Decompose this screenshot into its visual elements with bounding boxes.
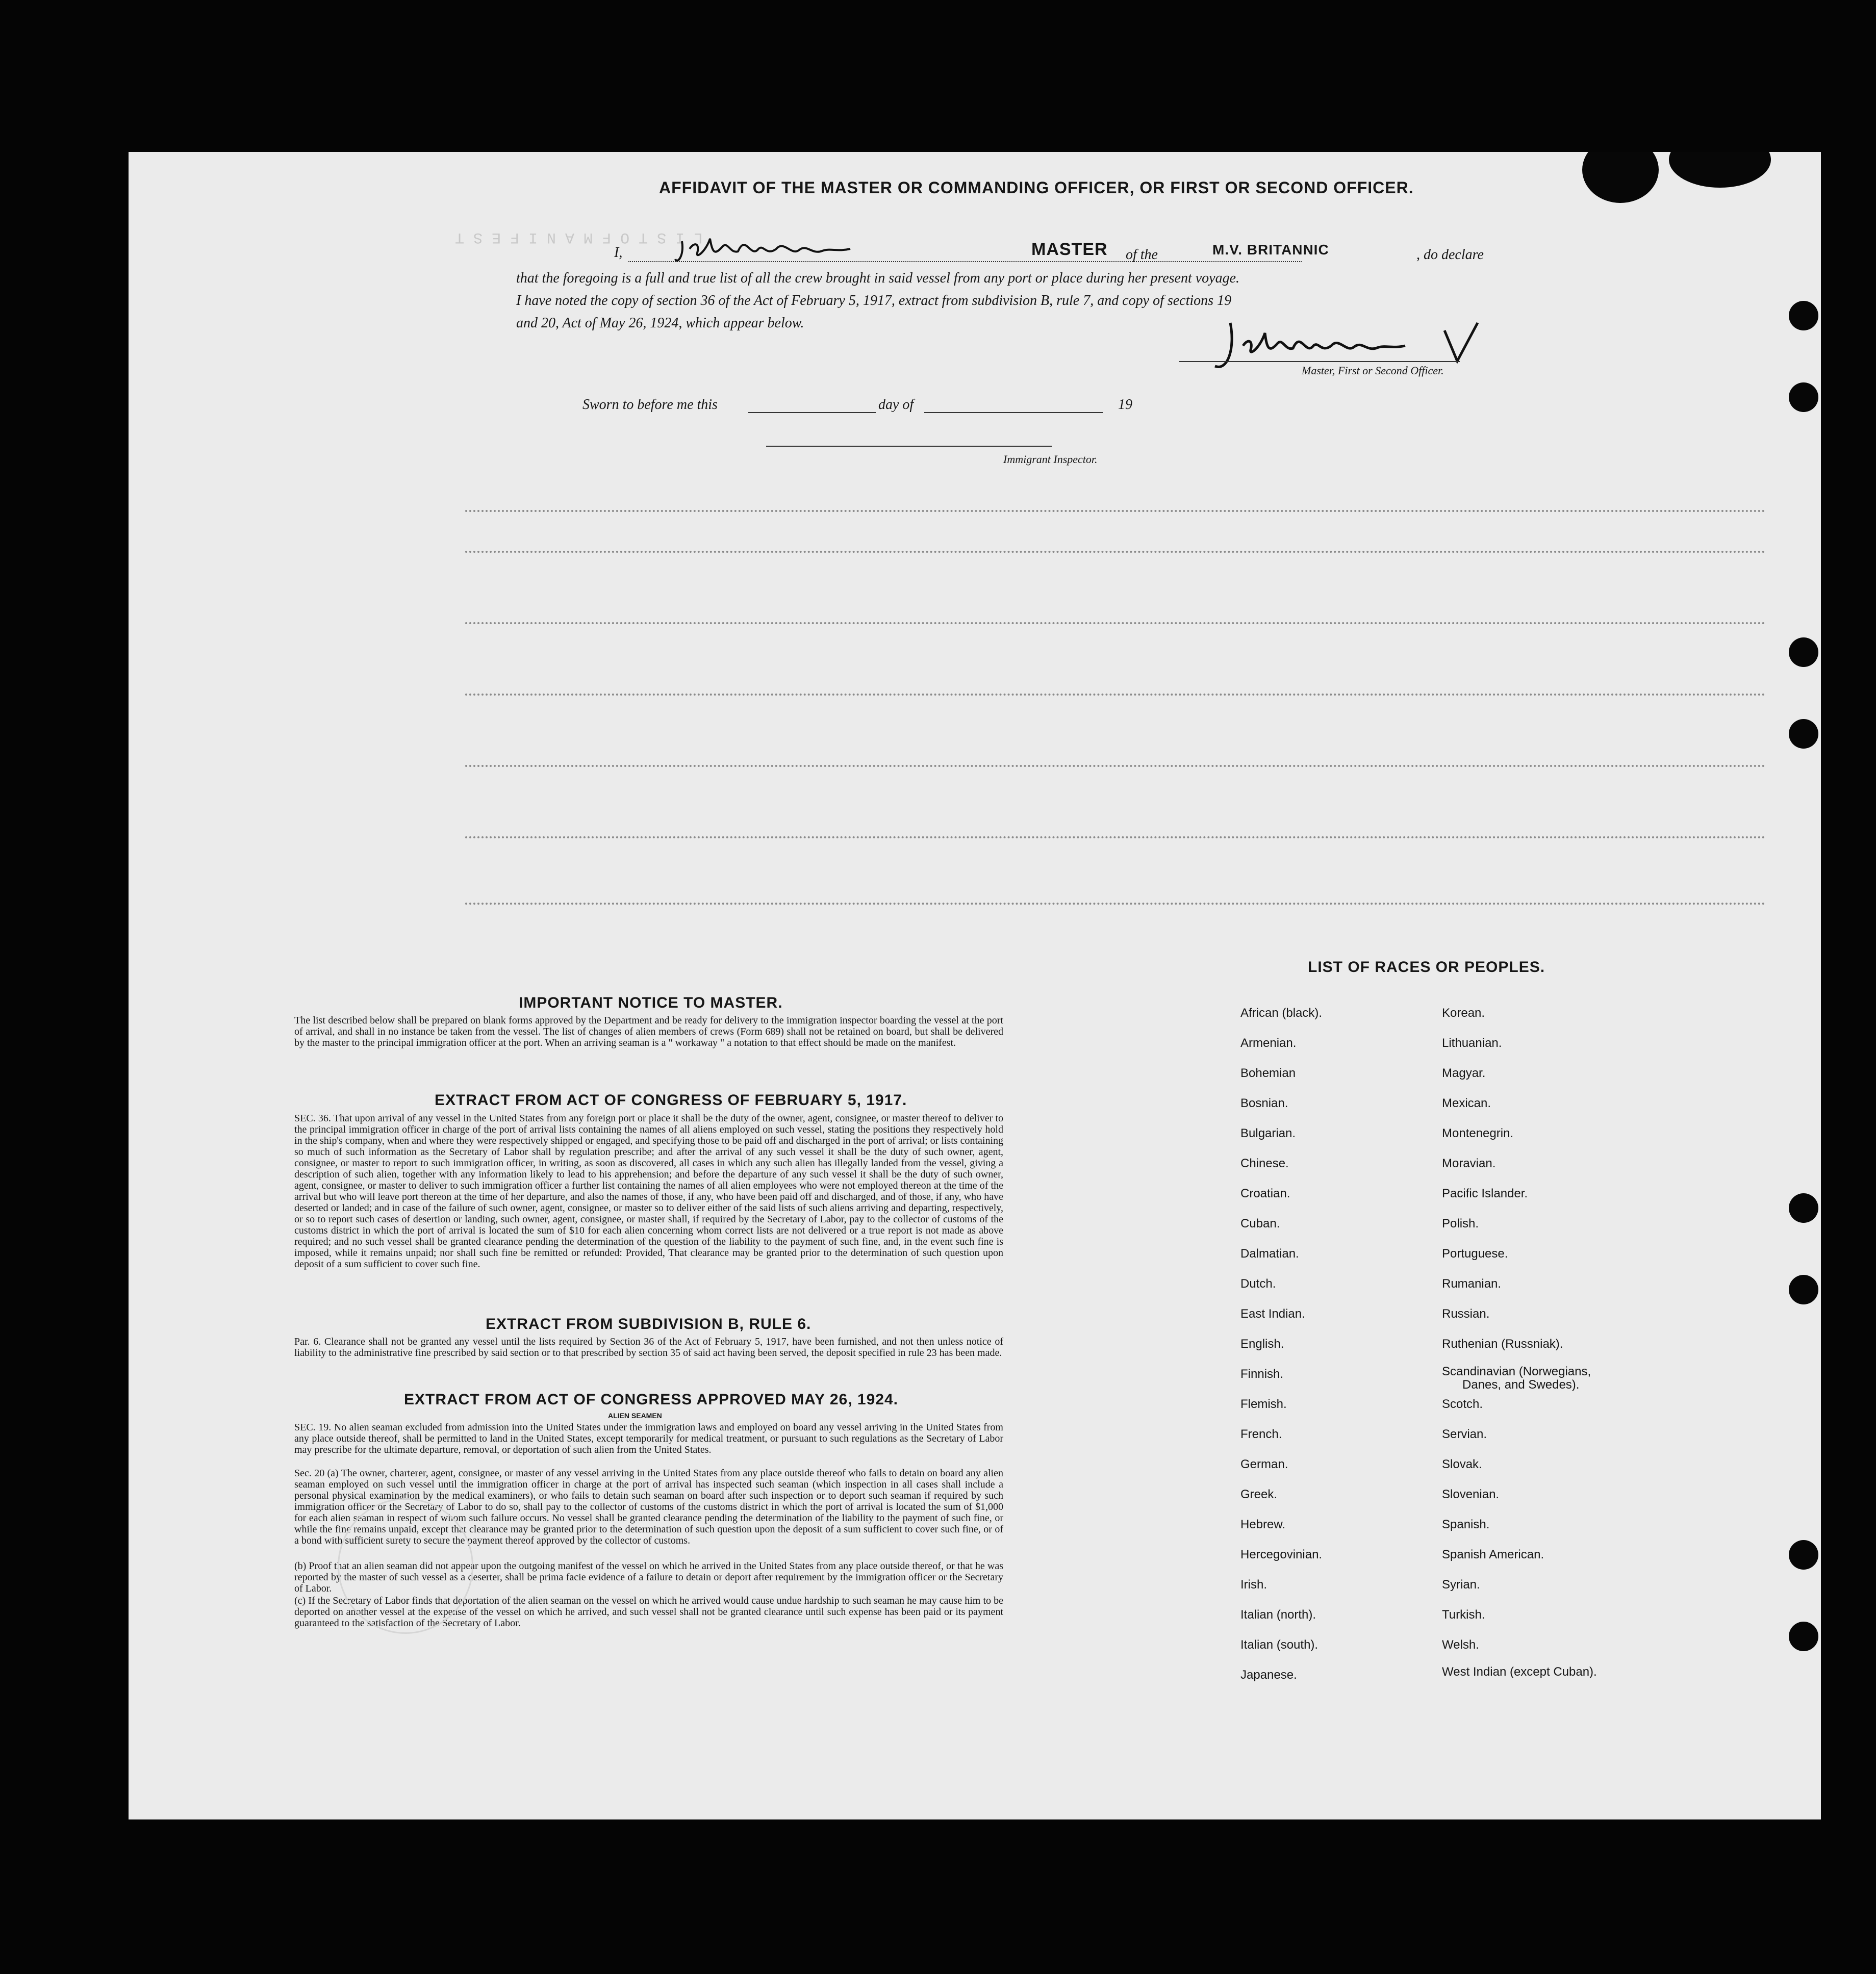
punch-hole [1789, 719, 1818, 749]
race-item: Portuguese. [1442, 1247, 1508, 1261]
race-item: Spanish American. [1442, 1548, 1544, 1561]
race-item: Ruthenian (Russniak). [1442, 1337, 1563, 1351]
affidavit-title: AFFIDAVIT OF THE MASTER OR COMMANDING OFFICER, OR FIRST OR SECOND OFFICER. [659, 178, 1414, 197]
race-item: Hebrew. [1240, 1518, 1286, 1531]
race-item: Bohemian [1240, 1066, 1296, 1080]
race-item: Russian. [1442, 1307, 1490, 1321]
race-item: French. [1240, 1427, 1282, 1441]
race-item: Scotch. [1442, 1397, 1483, 1411]
race-item: Magyar. [1442, 1066, 1486, 1080]
inspector-signature-line [766, 446, 1052, 447]
sworn-month-line [924, 412, 1103, 413]
race-item: Italian (north). [1240, 1608, 1316, 1622]
race-item: Cuban. [1240, 1217, 1280, 1230]
race-item: Moravian. [1442, 1157, 1496, 1170]
race-item: Flemish. [1240, 1397, 1287, 1411]
torn-corner [1669, 152, 1771, 188]
race-item: Lithuanian. [1442, 1036, 1502, 1050]
race-item: Slovenian. [1442, 1488, 1500, 1501]
subdivision-text: Par. 6. Clearance shall not be granted any vessel until the lists required by Section 36 of the Act of February 5, 1917, have been furnished, and not then unless notice of liability to the administrative fine prescribed by said section or to that prescribed by section 35 of said act having been served, the deposit specified in rule 23 has been made. [294, 1336, 1003, 1358]
rank-stamp: MASTER [1031, 240, 1108, 259]
extract-1917-text: SEC. 36. That upon arrival of any vessel in the United States from any foreign port or place it shall be the duty of the owner, agent, consignee, or master thereof to deliver to the principal immigration officer in charge of the port of arrival lists containing the names of all aliens employed on such vessel, stating the positions they respectively hold in the ship's company, when and where they were respectively shipped or engaged, and specifying those to be paid off and discharged in the port of arrival; or lists containing so much of such information as the Secretary of Labor shall by regulation prescribe; and after the arrival of any such vessel it shall be the duty of such owner, agent, consignee, or master to report to such immigration officer, in writing, as soon as discovered, all cases in which any such alien has illegally landed from the vessel, giving a description of such alien, together with any information likely to lead to his apprehension; and before the departure of any such vessel it shall be the duty of such owner, agent, consignee, or master to deliver to such immigration officer a further list containing the names of all alien employees who were not employed thereon at the time of the arrival but who will leave port thereon at the time of her departure, and also the names of those, if any, who have been paid off and discharged, and of those, if any, who have deserted or landed; and in case of the failure of such owner, agent, consignee, or master so to deliver either of the said lists of such aliens arriving and departing, respectively, or so to report such cases of desertion or landing, such owner, agent, consignee, or master shall, if required by the Secretary of Labor, pay to the collector of customs of the customs district in which the port of arrival is located the sum of $10 for each alien concerning whom correct lists are not delivered or a true report is not made as above required; and no such vessel shall be granted clearance pending the determination of the question of the liability to the payment of such fine, and, in the event such fine is imposed, while it remains unpaid; nor shall such fine be remitted or refunded: Provided, That clearance may be granted prior to the determination of such question upon deposit of a sum sufficient to cover such fine. [294, 1113, 1003, 1270]
race-item: Rumanian. [1442, 1277, 1502, 1291]
race-item: African (black). [1240, 1006, 1323, 1020]
affidavit-i-label: I, [614, 245, 623, 261]
notice-text: The list described below shall be prepared on blank forms approved by the Department and be ready for delivery to the immigration inspector boarding the vessel at the port of arrival, and shall in no instance be taken from the vessel. The list of changes of alien members of crews (Form 689) shall not be retained on board, but shall be delivered by the master to the principal immigration officer at the port. When an arriving seaman is a " workaway " a notation to that effect should be made on the manifest. [294, 1015, 1003, 1048]
extract-1924-sec19: SEC. 19. No alien seaman excluded from admission into the United States under the immigration laws and employed on board any vessel arriving in the United States from any place outside thereof, shall be permitted to land in the United States, except temporarily for medical treatment, or pursuant to such regulations as the Secretary of Labor may prescribe for the ultimate departure, removal, or deportation of such alien from the United States. [294, 1422, 1003, 1455]
race-item: Finnish. [1240, 1367, 1284, 1381]
race-item: East Indian. [1240, 1307, 1305, 1321]
bleed-through [465, 836, 1766, 838]
day-of-label: day of [878, 397, 914, 413]
race-item: Scandinavian (Norwegians, [1442, 1365, 1591, 1378]
master-signature-line [1179, 361, 1460, 362]
race-item: Slovak. [1442, 1457, 1482, 1471]
race-item: Greek. [1240, 1488, 1278, 1501]
form-page [129, 152, 1821, 1819]
race-item: Turkish. [1442, 1608, 1485, 1622]
extract-1924-sec20c: (c) If the Secretary of Labor finds that deportation of the alien seaman on the vessel on which he arrived would cause undue hardship to such seaman he may cause him to be deported on another vessel at the expense of the vessel on which he arrived, and such vessel shall not be granted clearance until such expense has been paid or its payment guaranteed to the satisfaction of the Secretary of Labor. [294, 1595, 1003, 1629]
bleed-through [465, 622, 1766, 624]
race-item: Danes, and Swedes). [1462, 1378, 1580, 1392]
punch-hole [1789, 301, 1818, 330]
bleed-through [465, 551, 1766, 553]
of-the-label: of the [1126, 247, 1158, 263]
race-item: Irish. [1240, 1578, 1267, 1592]
inspector-caption: Immigrant Inspector. [1003, 453, 1098, 466]
bleed-through [465, 765, 1766, 767]
punch-hole [1789, 382, 1818, 412]
bleed-through [465, 510, 1766, 512]
race-item: Bulgarian. [1240, 1126, 1296, 1140]
race-item: Servian. [1442, 1427, 1487, 1441]
race-item: Bosnian. [1240, 1096, 1288, 1110]
race-item: Syrian. [1442, 1578, 1480, 1592]
year-prefix: 19 [1118, 397, 1132, 413]
race-item: Armenian. [1240, 1036, 1297, 1050]
race-item: Dutch. [1240, 1277, 1276, 1291]
affidavit-line: that the foregoing is a full and true list of all the crew brought in said vessel from any port or place during her present voyage. [516, 270, 1240, 286]
affidavit-line: I have noted the copy of section 36 of the Act of February 5, 1917, extract from subdivision B, rule 7, and copy of sections 19 [516, 293, 1232, 309]
extract-1924-title: EXTRACT FROM ACT OF CONGRESS APPROVED MAY 26, 1924. [404, 1391, 898, 1408]
races-title: LIST OF RACES OR PEOPLES. [1308, 959, 1545, 976]
race-item: West Indian (except Cuban). [1442, 1665, 1597, 1679]
race-item: Hercegovinian. [1240, 1548, 1323, 1561]
punch-hole [1789, 1540, 1818, 1570]
race-item: Pacific Islander. [1442, 1187, 1528, 1200]
race-item: Chinese. [1240, 1157, 1289, 1170]
race-item: Welsh. [1442, 1638, 1479, 1652]
torn-corner [1582, 152, 1659, 203]
bleed-through [465, 903, 1766, 905]
race-item: Korean. [1442, 1006, 1485, 1020]
declarant-signature [674, 228, 858, 269]
vessel-name: M.V. BRITANNIC [1212, 242, 1329, 258]
extract-1924-sec20a: Sec. 20 (a) The owner, charterer, agent, consignee, or master of any vessel arriving in the United States from any place outside thereof who fails to detain on board any alien seaman employed on such vessel until the immigration officer in charge at the port of arrival has inspected such seaman (which inspection in all cases shall include a personal physical examination by the medical examiners), or who fails to detain such seaman on board after such inspection or to deport such seaman if required by such immigration officer or the Secretary of Labor to do so, shall pay to the collector of customs of the customs district in which the port of arrival is located the sum of $1,000 for each alien seaman in respect of whom such failure occurs. No vessel shall be granted clearance pending the determination of the liability to the payment of such fine, or while the fine remains unpaid, except that clearance may be granted prior to the determination of such question upon the deposit of a sum sufficient to cover such fine, or of a bond with sufficient surety to secure the payment thereof approved by the collector of customs. [294, 1468, 1003, 1546]
race-item: Italian (south). [1240, 1638, 1319, 1652]
race-item: Croatian. [1240, 1187, 1290, 1200]
extract-1924-sec20b: (b) Proof that an alien seaman did not appear upon the outgoing manifest of the vessel on which he arrived in the United States from any place outside thereof, or that he was reported by the master of such vessel as a deserter, shall be prima facie evidence of a failure to detain or deport after requirement by the immigration officer or the Secretary of Labor. [294, 1560, 1003, 1594]
do-declare-label: , do declare [1416, 247, 1484, 263]
subdivision-title: EXTRACT FROM SUBDIVISION B, RULE 6. [486, 1316, 812, 1332]
sworn-day-line [748, 412, 876, 413]
sworn-label: Sworn to before me this [582, 397, 718, 413]
race-item: Japanese. [1240, 1668, 1297, 1682]
race-item: Spanish. [1442, 1518, 1490, 1531]
punch-hole [1789, 1193, 1818, 1223]
race-item: English. [1240, 1337, 1284, 1351]
punch-hole [1789, 1275, 1818, 1304]
extract-1917-title: EXTRACT FROM ACT OF CONGRESS OF FEBRUARY 5, 1917. [435, 1092, 907, 1109]
punch-hole [1789, 1622, 1818, 1651]
race-item: German. [1240, 1457, 1288, 1471]
punch-hole [1789, 637, 1818, 667]
master-signature-caption: Master, First or Second Officer. [1302, 364, 1444, 377]
bleed-through: L I S T O F M A N I F E S T [455, 228, 703, 246]
race-item: Mexican. [1442, 1096, 1491, 1110]
affidavit-line: and 20, Act of May 26, 1924, which appear below. [516, 315, 804, 331]
race-item: Montenegrin. [1442, 1126, 1514, 1140]
bleed-through [465, 694, 1766, 696]
extract-1924-subtitle: ALIEN SEAMEN [608, 1412, 662, 1420]
faint-stamp [338, 1498, 473, 1634]
race-item: Dalmatian. [1240, 1247, 1299, 1261]
notice-title: IMPORTANT NOTICE TO MASTER. [519, 994, 783, 1011]
race-item: Polish. [1442, 1217, 1479, 1230]
